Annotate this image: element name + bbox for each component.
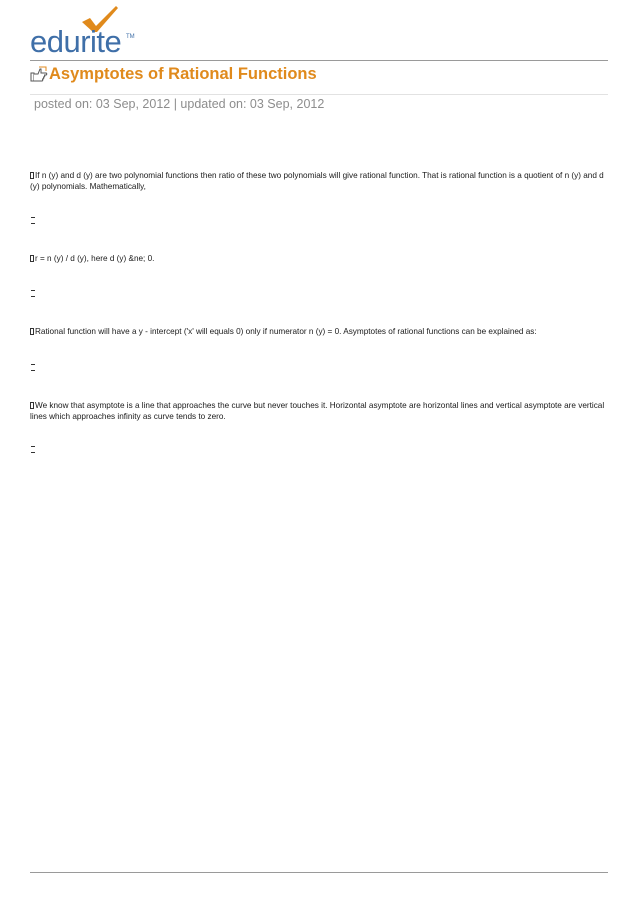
paragraph-text: If n (y) and d (y) are two polynomial functions then ratio of these two polynomials will give rational function. That is rational function is a quotient of n (y) and d (y) polynomials. Mathematically, — [30, 171, 604, 191]
logo-text: edurite — [30, 24, 122, 59]
missing-glyph-icon — [30, 402, 34, 409]
edurite-logo[interactable] — [30, 4, 140, 62]
article-title: Asymptotes of Rational Functions — [49, 64, 317, 83]
paragraph-formula — [30, 253, 606, 264]
post-date-meta: posted on: 03 Sep, 2012 | updated on: 03 Sep, 2012 — [34, 97, 325, 111]
header-divider — [30, 60, 608, 61]
title-divider — [30, 94, 608, 95]
blank-line-marker — [31, 217, 35, 224]
missing-glyph-icon — [30, 255, 34, 262]
paragraph-text: We know that asymptote is a line that approaches the curve but never touches it. Horizontal asymptote are horizontal lines and vertical asymptote are vertical lines which approaches infinity as curve tends to zero. — [30, 401, 605, 421]
paragraph-text: Rational function will have a y - intercept ('x' will equals 0) only if numerator n (y) = 0. Asymptotes of rational functions can be explained as: — [35, 327, 537, 336]
paragraph-intercept — [30, 326, 606, 337]
missing-glyph-icon — [30, 172, 34, 179]
article-title-row — [30, 62, 317, 86]
logo-trademark: TM — [126, 34, 135, 40]
missing-glyph-icon — [30, 328, 34, 335]
paragraph-asymptote — [30, 400, 606, 422]
footer-divider — [30, 872, 608, 873]
paragraph-text: r = n (y) / d (y), here d (y) &ne; 0. — [35, 254, 155, 263]
blank-line-marker — [31, 446, 35, 453]
blank-line-marker — [31, 364, 35, 371]
paragraph-definition — [30, 170, 606, 192]
blank-line-marker — [31, 290, 35, 297]
pointing-hand-icon — [30, 65, 48, 83]
